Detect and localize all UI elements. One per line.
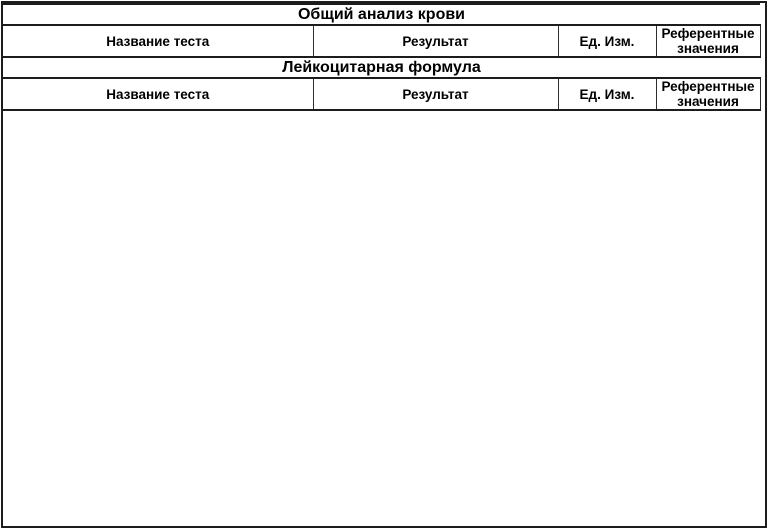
report-frame — [1, 1, 767, 528]
header-result: Результат — [313, 25, 558, 57]
header-test-name: Название теста — [3, 25, 313, 57]
header-units: Ед. Изм. — [558, 25, 656, 57]
header-test-name: Название теста — [3, 78, 313, 110]
section-title-row — [3, 4, 760, 25]
header-reference: Референтные значения — [656, 78, 760, 110]
header-units: Ед. Изм. — [558, 78, 656, 110]
section-title-row — [3, 57, 760, 78]
blood-test-table — [3, 3, 761, 111]
section-title: Лейкоцитарная формула — [3, 57, 760, 78]
blood-test-table-body — [3, 4, 760, 110]
column-header-row — [3, 25, 760, 57]
section-title: Общий анализ крови — [3, 4, 760, 25]
column-header-row — [3, 78, 760, 110]
header-result: Результат — [313, 78, 558, 110]
header-reference: Референтные значения — [656, 25, 760, 57]
